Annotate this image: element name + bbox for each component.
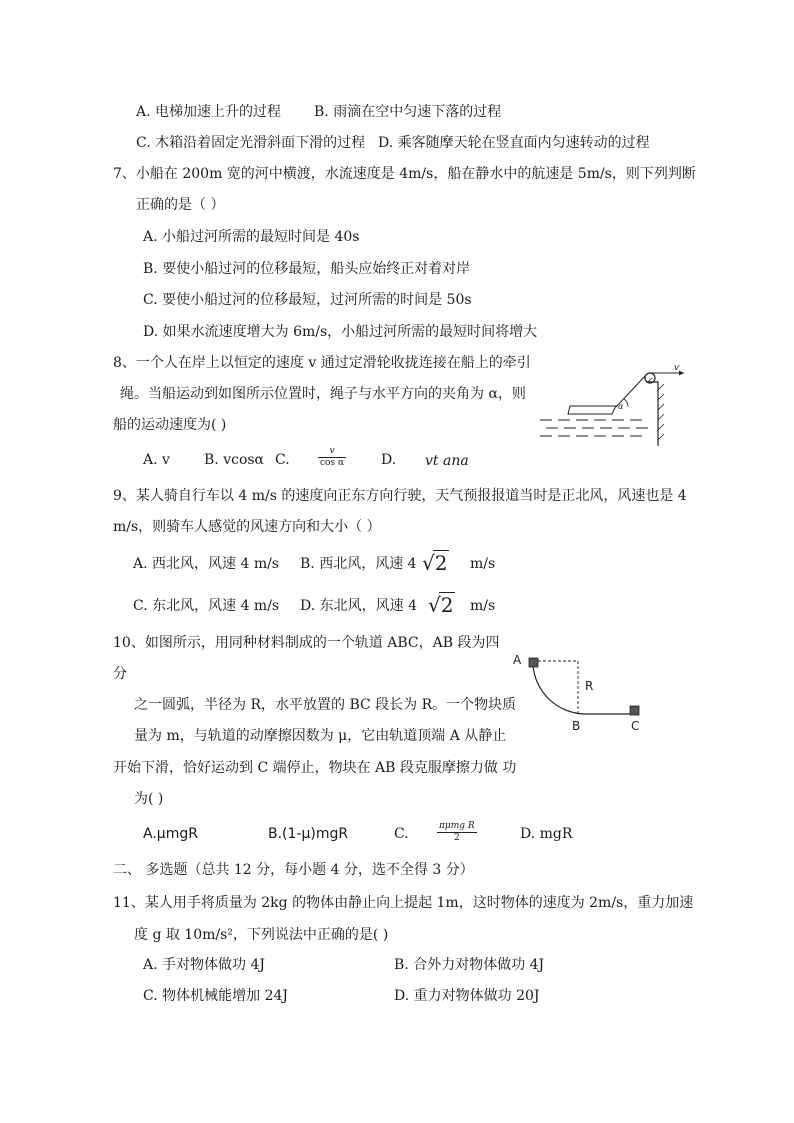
q7-option-c: C. 要使小船过河的位移最短，过河所需的时间是 50s: [143, 292, 472, 308]
q11-option-a: A. 手对物体做功 4J: [143, 957, 265, 973]
q7-option-b: B. 要使小船过河的位移最短，船头应始终正对着对岸: [143, 261, 471, 277]
q9-stem-line2: m/s，则骑车人感觉的风速方向和大小（ ）: [113, 519, 381, 535]
q7-stem-line1: 7、小船在 200m 宽的河中横渡，水流速度是 4m/s，船在静水中的航速是 5m/s，则下列判断: [113, 166, 696, 182]
q6-option-b: B. 雨滴在空中匀速下落的过程: [314, 104, 502, 120]
q6-option-d: D. 乘客随摩天轮在竖直面内匀速转动的过程: [378, 135, 650, 151]
q8-option-c-fraction: $\frac{v}{\text{cos α}}$: [320, 446, 345, 468]
q7-option-d: D. 如果水流速度增大为 6m/s，小船过河所需的最短时间将增大: [143, 324, 538, 340]
q8-option-d: D.: [381, 452, 397, 468]
q10-track-figure: [508, 650, 648, 736]
q8-stem-line2: 绳。当船运动到如图所示位置时，绳子与水平方向的夹角为 α，则: [120, 386, 526, 402]
q8-fig-alpha-label: α: [618, 402, 624, 411]
q10-fig-label-r: R: [585, 679, 594, 693]
q8-boat-pulley-figure: [538, 362, 688, 450]
q10-stem-line1: 10、如图所示，用同种材料制成的一个轨道 ABC，AB 段为四: [113, 635, 500, 651]
q8-stem-line3: 船的运动速度为( ): [113, 417, 227, 433]
q9-option-c: C. 东北风，风速 4 m/s: [133, 598, 280, 614]
q9-option-b: B. 西北风，风速 4: [300, 556, 417, 572]
q7-option-a: A. 小船过河所需的最短时间是 40s: [143, 229, 360, 245]
section2-title: 二、 多选题（总共 12 分，每小题 4 分，选不全得 3 分）: [113, 862, 474, 878]
q9-option-d: D. 东北风，风速 4: [300, 598, 417, 614]
q8-option-b: B. vcosα: [204, 452, 265, 468]
q9-option-d-unit: m/s: [470, 598, 496, 614]
q8-fig-v-label: v: [674, 363, 680, 373]
q11-option-c: C. 物体机械能增加 24J: [143, 988, 288, 1004]
q10-stem-line4: 量为 m，与轨道的动摩擦因数为 μ，它由轨道顶端 A 从静止: [134, 728, 507, 744]
q8-stem-line1: 8、一个人在岸上以恒定的速度 v 通过定滑轮收拢连接在船上的牵引: [113, 355, 531, 371]
q9-option-a: A. 西北风，风速 4 m/s: [133, 556, 279, 572]
q7-stem-line2: 正确的是（ ）: [136, 197, 225, 213]
q10-stem-line6: 为( ): [134, 791, 164, 807]
q9-option-d-sqrt: √2: [428, 593, 454, 617]
q11-stem-line1: 11、某人用手将质量为 2kg 的物体由静止向上提起 1m，这时物体的速度为 2m/s，重力加速: [113, 895, 694, 911]
q10-fig-label-c: C: [631, 719, 640, 733]
q6-option-c: C. 木箱沿着固定光滑斜面下滑的过程: [136, 135, 366, 151]
q11-option-b: B. 合外力对物体做功 4J: [394, 957, 545, 973]
q10-stem-line5: 开始下滑，恰好运动到 C 端停止，物块在 AB 段克服摩擦力做 功: [113, 760, 517, 776]
q10-option-c: C.: [394, 826, 409, 842]
q10-fig-label-b: B: [572, 719, 581, 733]
q9-option-b-unit: m/s: [470, 556, 496, 572]
q11-stem-line2: 度 g 取 10m/s²，下列说法中正确的是( ): [134, 927, 389, 943]
q9-option-b-sqrt: √2: [422, 551, 448, 575]
q10-stem-line3: 之一圆弧，半径为 R，水平放置的 BC 段长为 R。一个物块质: [134, 697, 517, 713]
q8-option-d-value: vt ana: [425, 453, 469, 469]
q10-fig-label-a: A: [513, 653, 522, 667]
q9-stem-line1: 9、某人骑自行车以 4 m/s 的速度向正东方向行驶，天气预报报道当时是正北风，风速也是 4: [113, 488, 687, 504]
q10-option-d: D. mgR: [520, 826, 573, 842]
q6-option-a: A. 电梯加速上升的过程: [136, 104, 282, 120]
q8-option-a: A. v: [143, 452, 170, 468]
q8-option-c: C.: [275, 452, 290, 468]
q11-option-d: D. 重力对物体做功 20J: [394, 988, 540, 1004]
q10-option-b: B.(1-μ)mgR: [268, 826, 349, 842]
q10-option-a: A.μmgR: [143, 826, 198, 842]
q10-option-c-fraction: πμmg R 2: [439, 821, 475, 843]
q10-stem-line2: 分: [113, 666, 127, 682]
